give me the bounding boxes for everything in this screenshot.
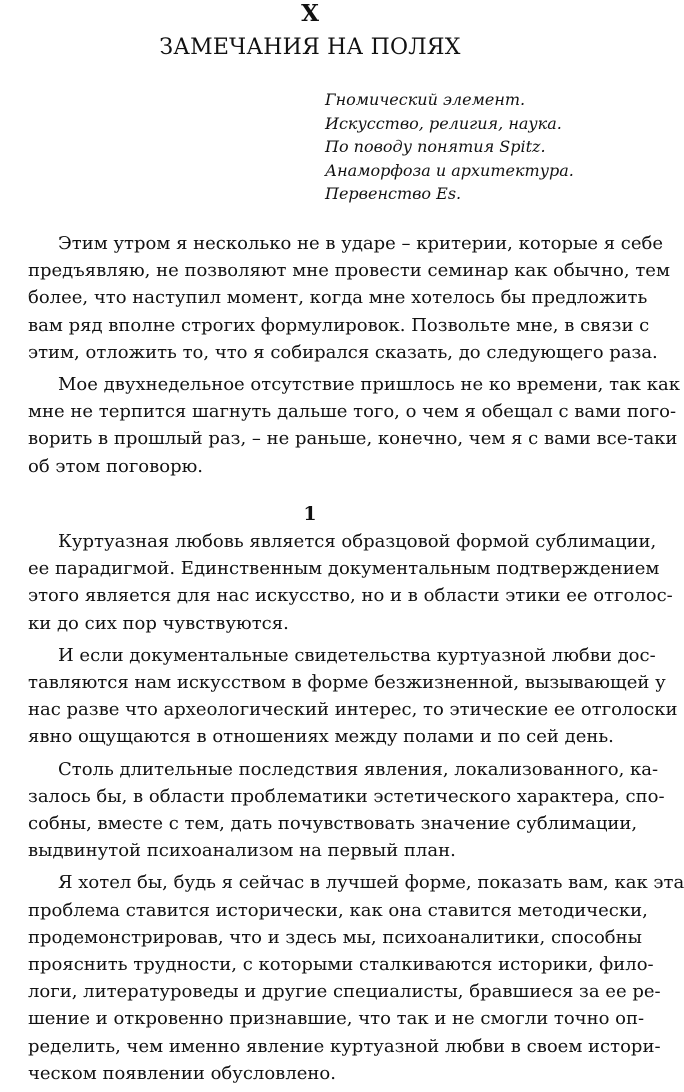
text-line: ределить, чем именно явление куртуазной любви в своем истори- — [28, 1035, 661, 1057]
text-line: об этом поговорю. — [28, 455, 203, 477]
epigraph-line: Искусство, религия, наука. — [325, 113, 562, 133]
paragraph — [28, 869, 684, 1087]
text-line: ческом появлении обусловлено. — [28, 1062, 336, 1084]
text-line: Этим утром я несколько не в ударе – критерии, которые я себе — [58, 233, 664, 254]
chapter-number: X — [301, 0, 319, 27]
text-line: продемонстрировав, что и здесь мы, психоаналитики, способны — [28, 926, 642, 948]
text-line: вам ряд вполне строгих формулировок. Позвольте мне, в связи с — [28, 314, 650, 336]
epigraph-line: Гномический элемент. — [325, 90, 526, 109]
text-line: нас разве что археологический интерес, то этические ее отголоски — [28, 699, 678, 721]
paragraph — [28, 642, 678, 751]
text-line: Мое двухнедельное отсутствие пришлось не ко времени, так как — [58, 374, 680, 396]
text-line: этого является для нас искусство, но и в области этики ее отголос- — [28, 585, 673, 607]
text-line: более, что наступил момент, когда мне хотелось бы предложить — [28, 287, 648, 309]
text-line: ворить в прошлый раз, – не раньше, конечно, чем я с вами все-таки — [28, 428, 678, 450]
text-line: логи, литературоведы и другие специалисты, бравшиеся за ее ре- — [28, 981, 661, 1003]
text-line: мне не терпится шагнуть дальше того, о чем я обещал с вами пого- — [28, 401, 677, 423]
paragraph — [28, 756, 665, 865]
paragraph — [28, 528, 673, 637]
epigraph-line: Первенство Es. — [325, 184, 462, 203]
chapter-title: ЗАМЕЧАНИЯ НА ПОЛЯХ — [159, 35, 461, 60]
epigraph — [325, 88, 615, 206]
text-line: Я хотел бы, будь я сейчас в лучшей форме, показать вам, как эта — [58, 872, 684, 894]
text-line: И если документальные свидетельства куртуазной любви дос- — [58, 644, 656, 666]
text-line: выдвинутой психоанализом на первый план. — [28, 840, 456, 862]
section-text — [28, 528, 684, 1092]
text-line: ки до сих пор чувствуются. — [28, 612, 289, 634]
text-line: ее парадигмой. Единственным документальным подтверждением — [28, 558, 660, 580]
text-line: явно ощущаются в отношениях между полами и по сей день. — [28, 726, 614, 748]
text-line: предъявляю, не позволяют мне провести семинар как обычно, тем — [28, 260, 670, 282]
text-line: прояснить трудности, с которыми сталкиваются историки, фило- — [28, 954, 654, 976]
text-line: залось бы, в области проблематики эстетического характера, спо- — [28, 785, 665, 807]
text-line: Куртуазная любовь является образцовой формой сублимации, — [58, 531, 657, 552]
text-line: Столь длительные последствия явления, локализованного, ка- — [58, 758, 659, 780]
text-line: тавляются нам искусством в форме безжизненной, вызывающей у — [28, 672, 666, 694]
paragraph — [28, 230, 670, 366]
text-line: шение и откровенно признавшие, что так и не смогли точно оп- — [28, 1008, 645, 1030]
section-number: 1 — [303, 503, 317, 525]
epigraph-line: По поводу понятия Spitz. — [325, 137, 546, 156]
text-line: проблема ставится исторически, как она ставится методически, — [28, 899, 648, 921]
intro-text — [28, 230, 680, 485]
text-line: собны, вместе с тем, дать почувствовать значение сублимации, — [28, 813, 638, 835]
paragraph — [28, 371, 680, 480]
epigraph-line: Анаморфоза и архитектура. — [325, 160, 574, 180]
text-line: этим, отложить то, что я собирался сказать, до следующего раза. — [28, 341, 658, 363]
